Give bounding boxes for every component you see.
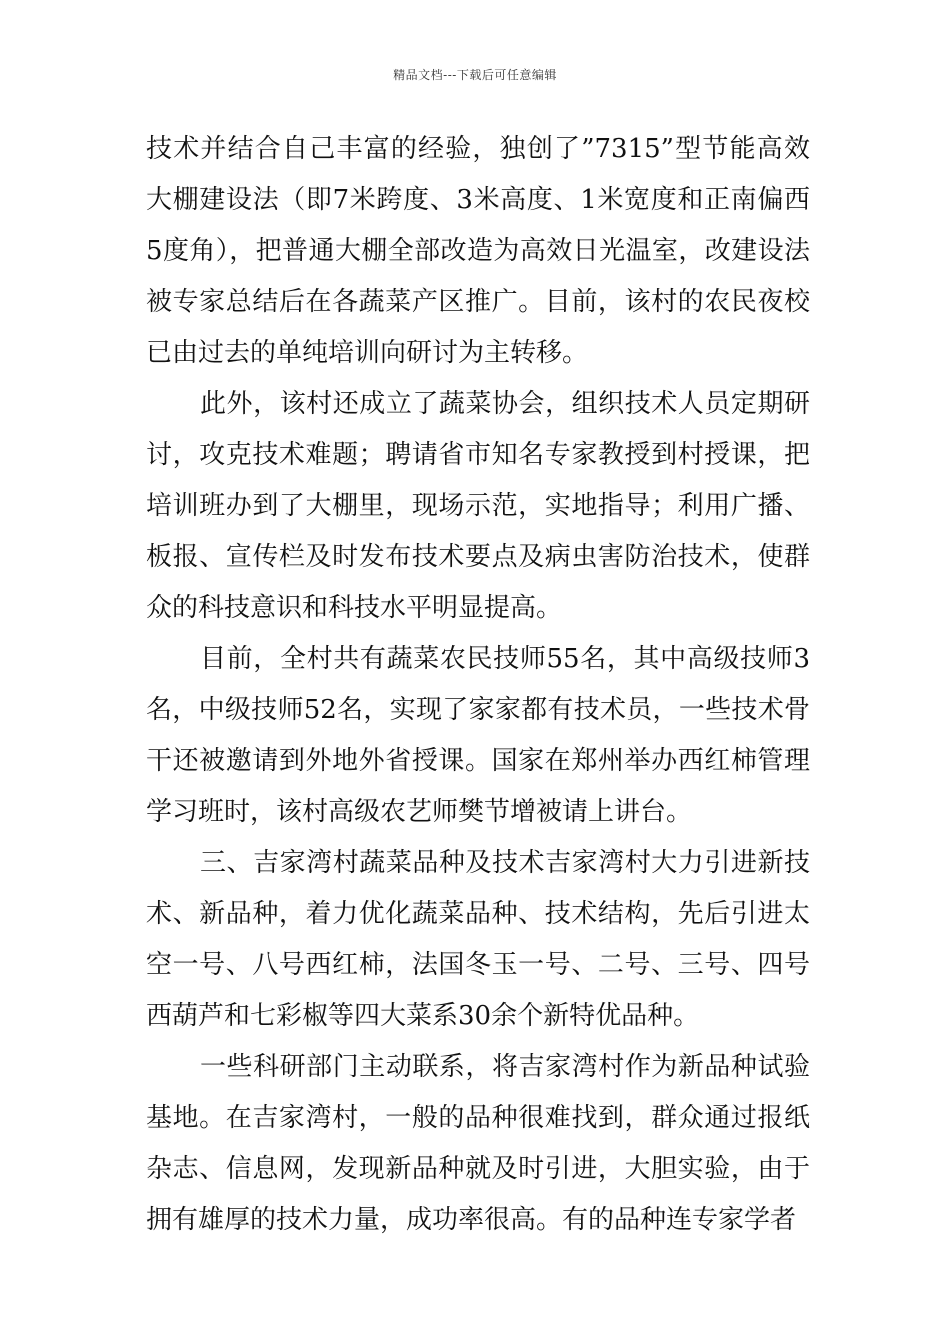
document-body <box>146 124 810 1246</box>
paragraph-research-base: 一些科研部门主动联系，将吉家湾村作为新品种试验基地。在吉家湾村，一般的品种很难找到，群众通过报纸杂志、信息网，发现新品种就及时引进，大胆实验，由于拥有雄厚的技术力量，成功率很高。有的品种连专家学者 <box>146 1052 810 1235</box>
paragraph-vegetable-association: 此外，该村还成立了蔬菜协会，组织技术人员定期研讨，攻克技术难题；聘请省市知名专家教授到村授课，把培训班办到了大棚里，现场示范，实地指导；利用广播、板报、宣传栏及时发布技术要点及病虫害防治技术，使群众的科技意识和科技水平明显提高。 <box>146 389 810 623</box>
page-header: 精品文档---下载后可任意编辑 <box>393 68 557 82</box>
paragraph-varieties-section: 三、吉家湾村蔬菜品种及技术吉家湾村大力引进新技术、新品种，着力优化蔬菜品种、技术结构，先后引进太空一号、八号西红柿，法国冬玉一号、二号、三号、四号西葫芦和七彩椒等四大菜系30余个新特优品种。 <box>146 848 810 1031</box>
paragraph-continuation: 技术并结合自己丰富的经验，独创了”7315”型节能高效大棚建设法（即7米跨度、3米高度、1米宽度和正南偏西5度角），把普通大棚全部改造为高效日光温室，改建设法被专家总结后在各蔬菜产区推广。目前，该村的农民夜校已由过去的单纯培训向研讨为主转移。 <box>146 134 810 368</box>
paragraph-technicians: 目前，全村共有蔬菜农民技师55名，其中高级技师3名，中级技师52名，实现了家家都有技术员，一些技术骨干还被邀请到外地外省授课。国家在郑州举办西红柿管理学习班时，该村高级农艺师樊节增被请上讲台。 <box>146 644 810 827</box>
